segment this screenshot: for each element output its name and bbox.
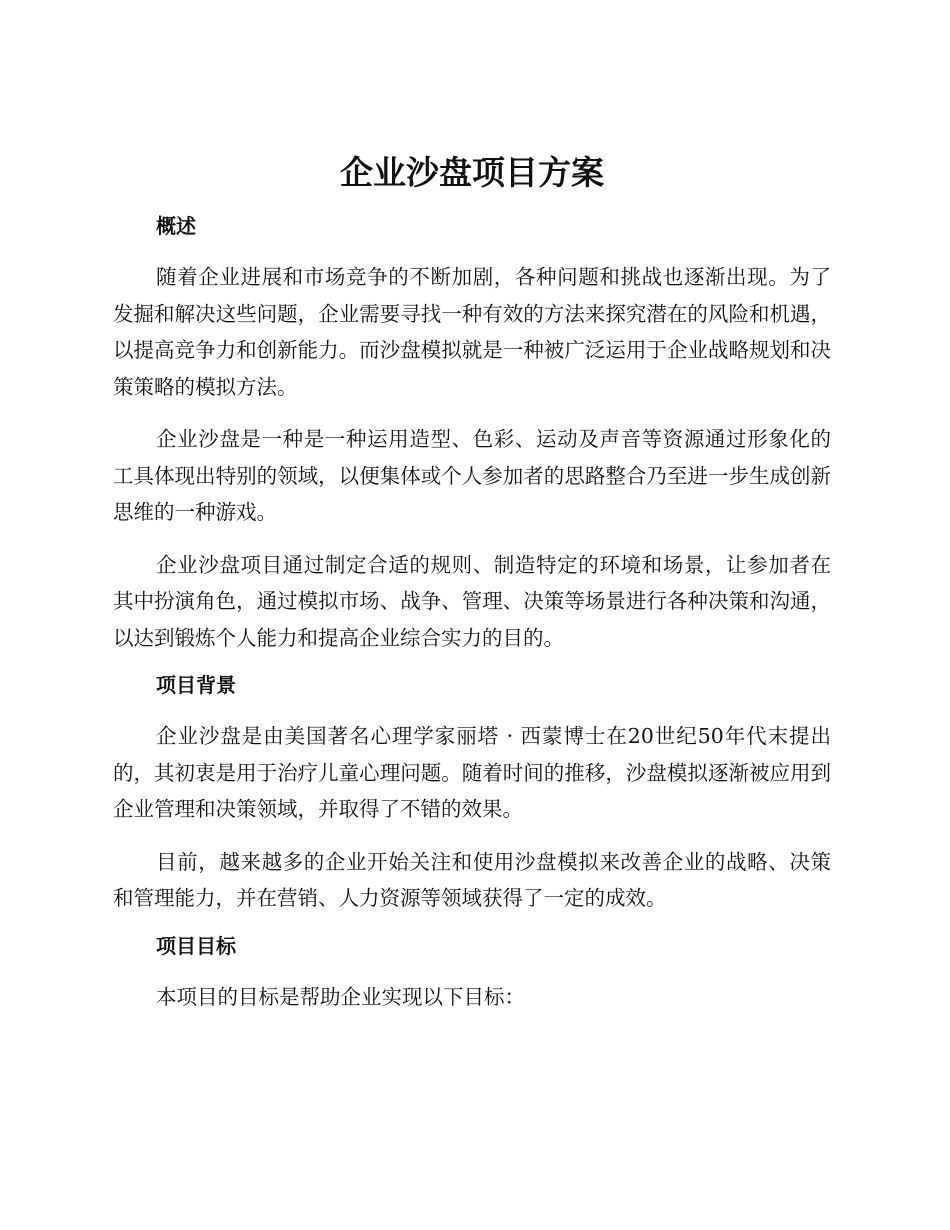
goals-paragraph-1: 本项目的目标是帮助企业实现以下目标： [156,984,525,1009]
section-goals [113,933,831,1016]
background-paragraph-1: 企业沙盘是由美国著名心理学家丽塔 · 西蒙博士在20世纪50年代末提出的，其初衷是用于治疗儿童心理问题。随着时间的推移，沙盘模拟逐渐被应用到企业管理和决策领域，并取得了不错的效果。 [113,724,831,821]
section-background [113,672,831,917]
overview-paragraph-1: 随着企业进展和市场竞争的不断加剧，各种问题和挑战也逐渐出现。为了发掘和解决这些问题，企业需要寻找一种有效的方法来探究潜在的风险和机遇，以提高竞争力和创新能力。而沙盘模拟就是一种被广泛运用于企业战略规划和决策策略的模拟方法。 [113,265,831,399]
overview-paragraph-2: 企业沙盘是一种是一种运用造型、色彩、运动及声音等资源通过形象化的工具体现出特别的领域，以便集体或个人参加者的思路整合乃至进一步生成创新思维的一种游戏。 [113,427,831,524]
section-heading-overview: 概述 [156,214,196,238]
document-title: 企业沙盘项目方案 [340,153,604,192]
overview-paragraph-3: 企业沙盘项目通过制定合适的规则、制造特定的环境和场景，让参加者在其中扮演角色，通过模拟市场、战争、管理、决策等场景进行各种决策和沟通，以达到锻炼个人能力和提高企业综合实力的目的。 [113,552,831,650]
document-page [113,148,831,1031]
section-overview [113,213,831,656]
section-heading-background: 项目背景 [156,673,236,697]
section-heading-goals: 项目目标 [156,933,236,958]
background-paragraph-2: 目前，越来越多的企业开始关注和使用沙盘模拟来改善企业的战略、决策和管理能力，并在营销、人力资源等领域获得了一定的成效。 [113,849,831,910]
